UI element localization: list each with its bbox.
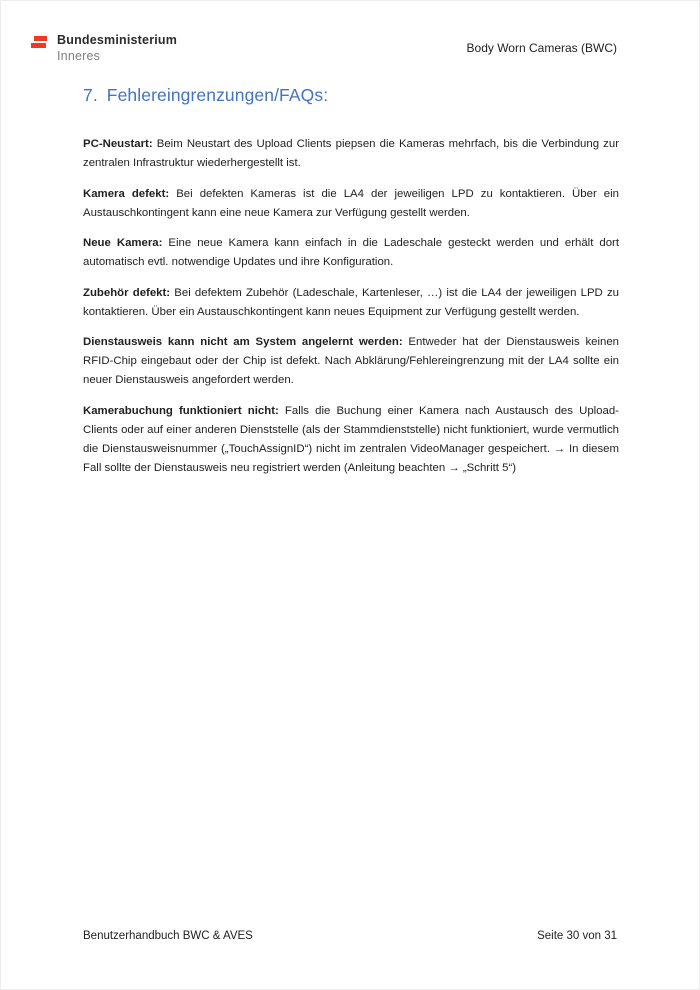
paragraph-text: Entweder hat der Dienstausweis keinen RFID-Chip eingebaut oder der Chip ist defekt. Nach Abklärung/Fehlereingrenzung mit der LA4 sollte ein neuer Dienstausweis angefordert werden. [83,336,620,386]
footer-page-number: Seite 30 von 31 [537,930,617,942]
heading-label: Fehlereingrenzungen/FAQs: [106,85,329,105]
paragraph-text: Eine neue Kamera kann einfach in die Ladeschale gesteckt werden und erhält dort automatisch evtl. notwendige Updates und ihre Konfiguration. [83,237,619,268]
faq-paragraph-dienstausweis [83,333,619,390]
austrian-flag-icon [31,36,48,50]
ministry-department: Inneres [57,48,101,63]
faq-paragraph-pc-neustart [83,135,619,173]
paragraph-lead: Dienstausweis kann nicht am System angelernt werden: [83,336,403,348]
paragraph-text: Bei defektem Zubehör (Ladeschale, Kartenleser, …) ist die LA4 der jeweiligen LPD zu kontaktieren. Über ein Austauschkontingent kann neues Equipment zur Verfügung gestellt werden. [83,286,619,318]
paragraph-lead: Kamerabuchung funktioniert nicht: [83,404,279,417]
faq-paragraph-kamerabuchung [83,402,619,478]
footer-document-name: Benutzerhandbuch BWC & AVES [83,930,253,942]
page-footer [83,930,617,942]
section-heading [83,85,619,106]
page-header [31,31,617,71]
document-title: Body Worn Cameras (BWC) [466,41,617,55]
flag-bar-top [34,36,47,41]
paragraph-lead: Zubehör defekt: [83,286,171,299]
paragraph-text: Falls die Buchung einer Kamera nach Austausch des Upload-Clients oder auf einer anderen Dienststelle (als der Stammdienststelle) nicht funktioniert, wurde vermutlich die Dienstausweisnummer („TouchAssignID“) nicht im zentralen VideoManager gespeichert. → In diesem Fall sollte der Dienstausweis neu registriert werden (Anleitung beachten → „Schritt 5“) [83,404,619,474]
paragraph-lead: Kamera defekt: [83,187,170,200]
ministry-name: Bundesministerium [57,33,178,47]
faq-paragraph-zubehoer-defekt [83,284,619,322]
flag-bar-bottom [31,43,46,48]
paragraph-lead: Neue Kamera: [83,237,163,249]
paragraph-lead: PC-Neustart: [83,138,153,150]
heading-number: 7. [83,85,98,105]
paragraph-text: Beim Neustart des Upload Clients piepsen die Kameras mehrfach, bis die Verbindung zur zentralen Infrastruktur wiederhergestellt ist. [83,138,619,169]
ministry-logo [31,33,177,64]
faq-paragraph-neue-kamera [83,234,619,272]
faq-paragraph-kamera-defekt [83,185,619,223]
ministry-logo-text [57,33,177,64]
paragraph-text: Bei defekten Kameras ist die LA4 der jeweiligen LPD zu kontaktieren. Über ein Austauschkontingent kann eine neue Kamera zur Verfügung gestellt werden. [83,187,619,219]
page-content [83,85,619,489]
